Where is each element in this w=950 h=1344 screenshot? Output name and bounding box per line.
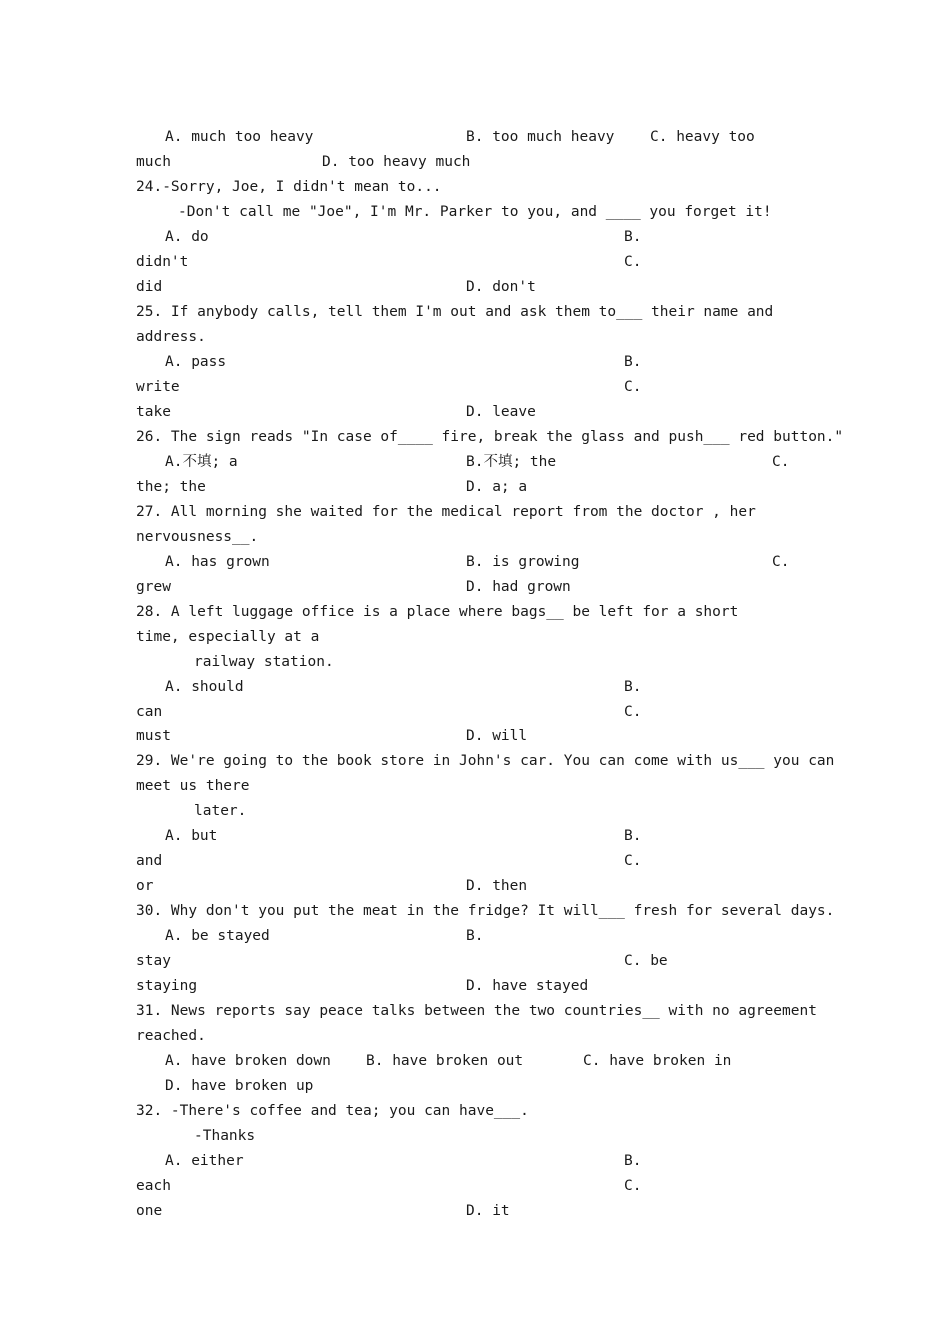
q31-stem-line-2: reached.: [136, 1028, 206, 1044]
q29-option-a: A. but: [165, 828, 218, 844]
q23-option-c-cont: much: [136, 154, 171, 170]
q29-stem-line-3: later.: [194, 803, 247, 819]
q23-option-a: A. much too heavy: [165, 129, 314, 145]
q23-option-b: B. too much heavy: [466, 129, 615, 145]
q27-option-a: A. has grown: [165, 554, 270, 570]
q29-option-c-label: C.: [624, 853, 642, 869]
q25-option-b-label: B.: [624, 354, 642, 370]
q27-stem-line-2: nervousness__.: [136, 529, 259, 545]
q32-stem: 32. -There's coffee and tea; you can have___.: [136, 1103, 529, 1119]
q25-option-c-text: take: [136, 404, 171, 420]
q28-option-d: D. will: [466, 728, 528, 744]
q24-stem: 24.-Sorry, Joe, I didn't mean to...: [136, 179, 442, 195]
q28-stem-line-3: railway station.: [194, 654, 334, 670]
q28-option-a: A. should: [165, 679, 244, 695]
q23-option-d: D. too heavy much: [322, 154, 471, 170]
q32-option-a: A. either: [165, 1153, 244, 1169]
q31-option-b: B. have broken out: [366, 1053, 524, 1069]
q28-option-c-label: C.: [624, 704, 642, 720]
q32-option-c-text: one: [136, 1203, 163, 1219]
q30-option-b-text: stay: [136, 953, 171, 969]
q31-option-c: C. have broken in: [583, 1053, 732, 1069]
q31-option-a: A. have broken down: [165, 1053, 331, 1069]
q31-option-d: D. have broken up: [165, 1078, 314, 1094]
q23-option-c: C. heavy too: [650, 129, 755, 145]
q27-option-c-text: grew: [136, 579, 171, 595]
q28-option-b-label: B.: [624, 679, 642, 695]
q24-response: -Don't call me "Joe", I'm Mr. Parker to you, and ____ you forget it!: [178, 204, 772, 220]
q28-option-c-text: must: [136, 728, 171, 744]
q26-stem: 26. The sign reads "In case of____ fire, break the glass and push___ red button.": [136, 429, 844, 445]
q26-option-a: A.不填; a: [165, 454, 238, 470]
q29-stem-line-1: 29. We're going to the book store in John's car. You can come with us___ you can: [136, 753, 835, 769]
q25-option-d: D. leave: [466, 404, 536, 420]
q26-option-d: D. a; a: [466, 479, 528, 495]
q32-option-b-label: B.: [624, 1153, 642, 1169]
q29-option-b-text: and: [136, 853, 163, 869]
q27-option-d: D. had grown: [466, 579, 571, 595]
q29-option-d: D. then: [466, 878, 528, 894]
q31-stem-line-1: 31. News reports say peace talks between the two countries__ with no agreement: [136, 1003, 817, 1019]
q24-option-c-label: C.: [624, 254, 642, 270]
q26-option-b: B.不填; the: [466, 454, 557, 470]
q32-option-b-text: each: [136, 1178, 171, 1194]
q29-option-b-label: B.: [624, 828, 642, 844]
q30-stem: 30. Why don't you put the meat in the fridge? It will___ fresh for several days.: [136, 903, 835, 919]
q25-option-b-text: write: [136, 379, 180, 395]
q26-option-c-text: the; the: [136, 479, 206, 495]
q30-option-c-cont: staying: [136, 978, 198, 994]
q32-option-c-label: C.: [624, 1178, 642, 1194]
q29-stem-line-2: meet us there: [136, 778, 250, 794]
q27-stem-line-1: 27. All morning she waited for the medical report from the doctor , her: [136, 504, 756, 520]
q25-option-a: A. pass: [165, 354, 227, 370]
q25-option-c-label: C.: [624, 379, 642, 395]
q24-option-b-label: B.: [624, 229, 642, 245]
q29-option-c-text: or: [136, 878, 154, 894]
q27-option-b: B. is growing: [466, 554, 580, 570]
q28-option-b-text: can: [136, 704, 163, 720]
q27-option-c-label: C.: [772, 554, 790, 570]
q25-stem-line-2: address.: [136, 329, 206, 345]
q26-option-c-label: C.: [772, 454, 790, 470]
q30-option-b-label: B.: [466, 928, 484, 944]
q32-option-d: D. it: [466, 1203, 510, 1219]
q24-option-b-text: didn't: [136, 254, 189, 270]
q25-stem-line-1: 25. If anybody calls, tell them I'm out and ask them to___ their name and: [136, 304, 774, 320]
q24-option-a: A. do: [165, 229, 209, 245]
q30-option-c: C. be: [624, 953, 668, 969]
q28-stem-line-2: time, especially at a: [136, 629, 320, 645]
q24-option-c-text: did: [136, 279, 163, 295]
q24-option-d: D. don't: [466, 279, 536, 295]
q32-response: -Thanks: [194, 1128, 256, 1144]
q28-stem-line-1: 28. A left luggage office is a place where bags__ be left for a short: [136, 604, 739, 620]
q30-option-d: D. have stayed: [466, 978, 589, 994]
q30-option-a: A. be stayed: [165, 928, 270, 944]
